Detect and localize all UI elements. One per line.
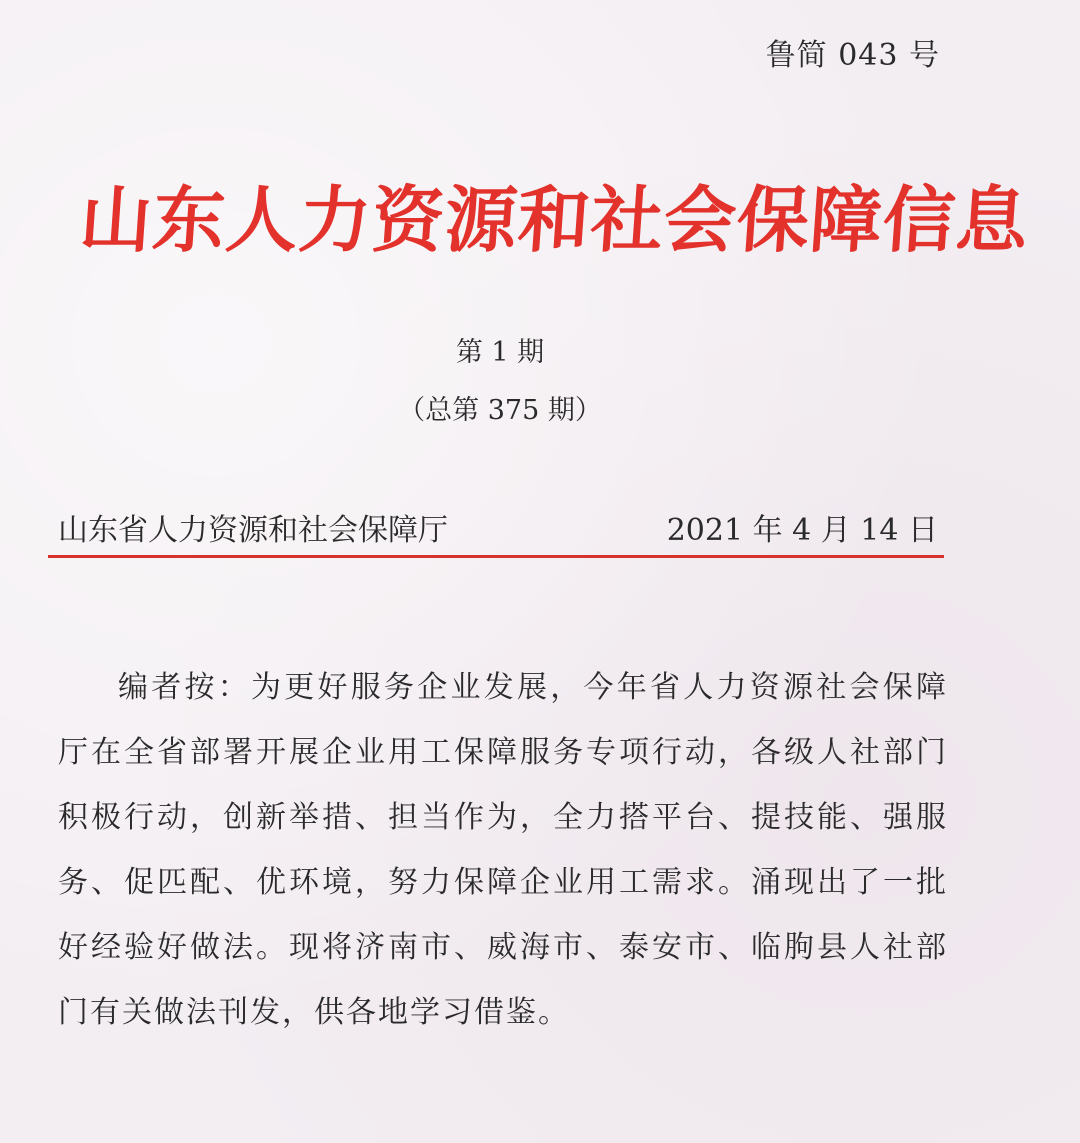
total-issue-number: （总第 375 期） [398, 395, 602, 426]
red-divider [48, 555, 944, 558]
editor-note-paragraph: 编者按：为更好服务企业发展，今年省人力资源社会保障厅在全省部署开展企业用工保障服务专项行动，各级人社部门积极行动，创新举措、担当作为，全力搭平台、提技能、强服务、促匹配、优环境，努力保障企业用工需求。涌现出了一批好经验好做法。现将济南市、威海市、泰安市、临朐县人社部门有关做法刊发，供各地学习借鉴。 [58, 670, 948, 1030]
issuer-row [58, 505, 938, 549]
masthead-title: 山东人力资源和社会保障信息 [77, 178, 1032, 262]
issue-date: 2021 年 4 月 14 日 [666, 513, 938, 548]
document-number: 鲁简 043 号 [765, 38, 940, 73]
issuing-organization: 山东省人力资源和社会保障厅 [58, 513, 448, 548]
issue-number: 第 1 期 [455, 337, 545, 368]
